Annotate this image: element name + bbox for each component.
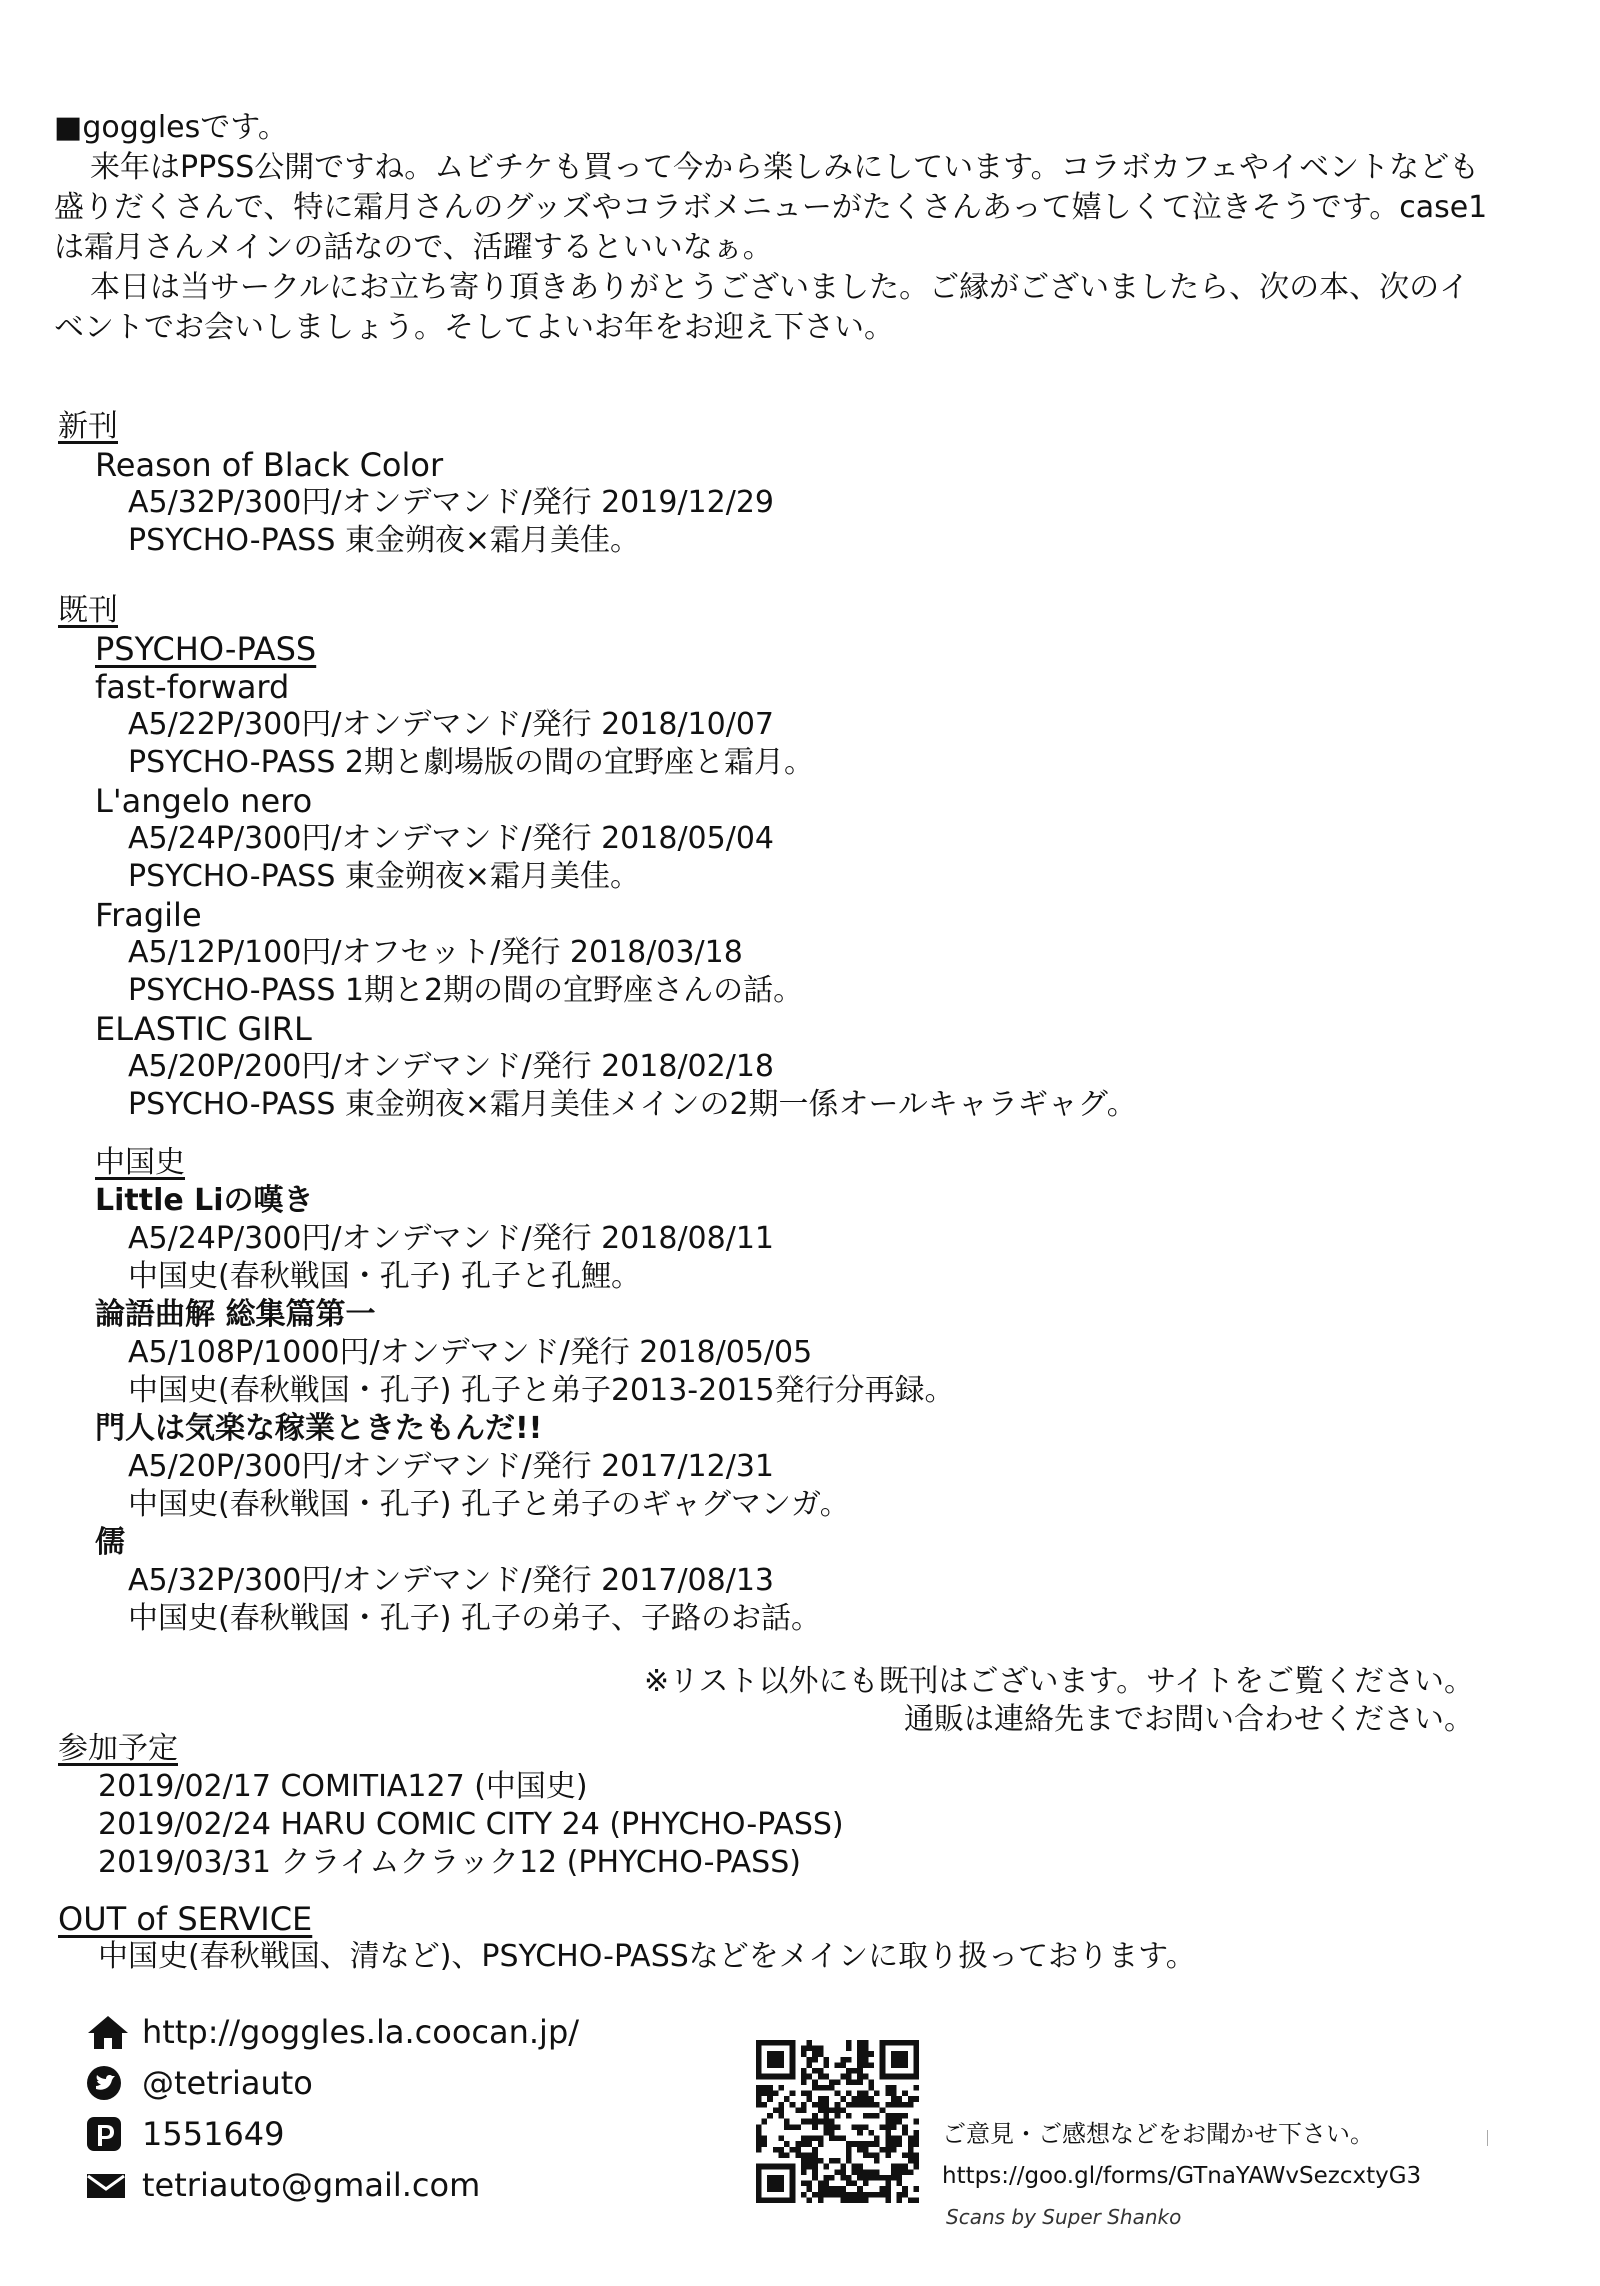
book-spec: A5/22P/300円/オンデマンド/発行 2018/10/07 (128, 707, 775, 742)
contact-list (86, 2006, 579, 2210)
qr-code-icon[interactable] (756, 2040, 919, 2203)
book-title: fast-forward (95, 668, 290, 706)
book-desc: PSYCHO-PASS 1期と2期の間の宜野座さんの話。 (128, 973, 804, 1008)
book-desc: 中国史(春秋戦国・孔子) 孔子と弟子のギャグマンガ。 (128, 1487, 850, 1522)
scan-credit: Scans by Super Shanko (946, 2205, 1182, 2229)
events-section (58, 1730, 844, 1882)
service-section (58, 1900, 1196, 1976)
book-desc: 中国史(春秋戦国・孔子) 孔子と弟子2013-2015発行分再録。 (128, 1373, 955, 1408)
twitter-icon (86, 2064, 130, 2102)
divider-mark (1487, 2130, 1488, 2146)
book-desc: PSYCHO-PASS 東金朔夜×霜月美佳メインの2期一係オールキャラギャグ。 (128, 1087, 1137, 1122)
backlist-note (644, 1663, 1474, 1739)
book-spec: A5/108P/1000円/オンデマンド/発行 2018/05/05 (128, 1335, 813, 1370)
intro-greeting: ■gogglesです。 (54, 110, 288, 145)
new-release-heading: 新刊 (58, 409, 118, 444)
china-history-section (58, 1144, 954, 1638)
new-release-title: Reason of Black Color (95, 446, 444, 484)
book-spec: A5/32P/300円/オンデマンド/発行 2017/08/13 (128, 1563, 775, 1598)
feedback-form-url[interactable]: https://goo.gl/forms/GTnaYAWvSezcxtyG3 (942, 2163, 1422, 2189)
book-spec: A5/12P/100円/オフセット/発行 2018/03/18 (128, 935, 743, 970)
book-desc: 中国史(春秋戦国・孔子) 孔子と孔鯉。 (128, 1259, 641, 1294)
book-title: ELASTIC GIRL (95, 1010, 312, 1048)
twitter-handle[interactable]: @tetriauto (142, 2063, 313, 2102)
pixiv-id[interactable]: 1551649 (142, 2114, 285, 2153)
note-line-1: ※リスト以外にも既刊はございます。サイトをご覧ください。 (643, 1664, 1474, 1699)
pixiv-icon (86, 2115, 130, 2153)
book-desc: PSYCHO-PASS 東金朔夜×霜月美佳。 (128, 859, 641, 894)
book-title: Little Liの嘆き (95, 1183, 314, 1218)
event-item: 2019/02/24 HARU COMIC CITY 24 (PHYCHO-PASS) (98, 1807, 844, 1842)
event-item: 2019/02/17 COMITIA127 (中国史) (98, 1769, 588, 1804)
book-title: L'angelo nero (95, 782, 313, 820)
backlist-section (58, 592, 1137, 1124)
email-address[interactable]: tetriauto@gmail.com (142, 2165, 481, 2204)
book-title: 論語曲解 総集篇第一 (95, 1297, 376, 1332)
home-icon (86, 2013, 130, 2051)
note-line-2: 通販は連絡先までお問い合わせください。 (904, 1702, 1474, 1737)
contact-twitter (86, 2057, 579, 2108)
contact-website (86, 2006, 579, 2057)
website-url[interactable]: http://goggles.la.coocan.jp/ (142, 2012, 580, 2051)
group-heading-china-history: 中国史 (95, 1145, 185, 1180)
book-spec: A5/24P/300円/オンデマンド/発行 2018/05/04 (128, 821, 775, 856)
book-title: Fragile (95, 896, 202, 934)
mail-icon (86, 2166, 130, 2204)
book-desc: 中国史(春秋戦国・孔子) 孔子の弟子、子路のお話。 (128, 1601, 821, 1636)
book-title: 門人は気楽な稼業ときたもんだ!! (95, 1411, 543, 1446)
book-title: 儒 (95, 1525, 125, 1560)
new-release-desc: PSYCHO-PASS 東金朔夜×霜月美佳。 (128, 523, 641, 558)
service-text: 中国史(春秋戦国、清など)、PSYCHO-PASSなどをメインに取り扱っております。 (98, 1939, 1196, 1974)
events-heading: 参加予定 (58, 1731, 178, 1766)
intro-message (54, 108, 1494, 348)
contact-email (86, 2159, 579, 2210)
feedback-text: ご意見・ご感想などをお聞かせ下さい。 (942, 2120, 1374, 2148)
intro-paragraph-1: 来年はPPSS公開ですね。ムビチケも買って今から楽しみにしています。コラボカフェやイベントなども盛りだくさんで、特に霜月さんのグッズやコラボメニューがたくさんあって嬉しくて泣きそうです。case1は霜月さんメインの話なので、活躍するといいなぁ。 (54, 150, 1488, 265)
new-release-section (58, 408, 774, 560)
book-spec: A5/20P/300円/オンデマンド/発行 2017/12/31 (128, 1449, 775, 1484)
intro-paragraph-2: 本日は当サークルにお立ち寄り頂きありがとうございました。ご縁がございましたら、次の本、次のイベントでお会いしましょう。そしてよいお年をお迎え下さい。 (54, 270, 1470, 345)
book-spec: A5/20P/200円/オンデマンド/発行 2018/02/18 (128, 1049, 775, 1084)
book-spec: A5/24P/300円/オンデマンド/発行 2018/08/11 (128, 1221, 775, 1256)
backlist-heading: 既刊 (58, 593, 118, 628)
service-heading: OUT of SERVICE (58, 1900, 313, 1938)
new-release-spec: A5/32P/300円/オンデマンド/発行 2019/12/29 (128, 485, 775, 520)
event-item: 2019/03/31 クライムクラック12 (PHYCHO-PASS) (98, 1845, 801, 1880)
contact-pixiv (86, 2108, 579, 2159)
group-heading-psycho-pass: PSYCHO-PASS (95, 630, 317, 668)
book-desc: PSYCHO-PASS 2期と劇場版の間の宜野座と霜月。 (128, 745, 815, 780)
